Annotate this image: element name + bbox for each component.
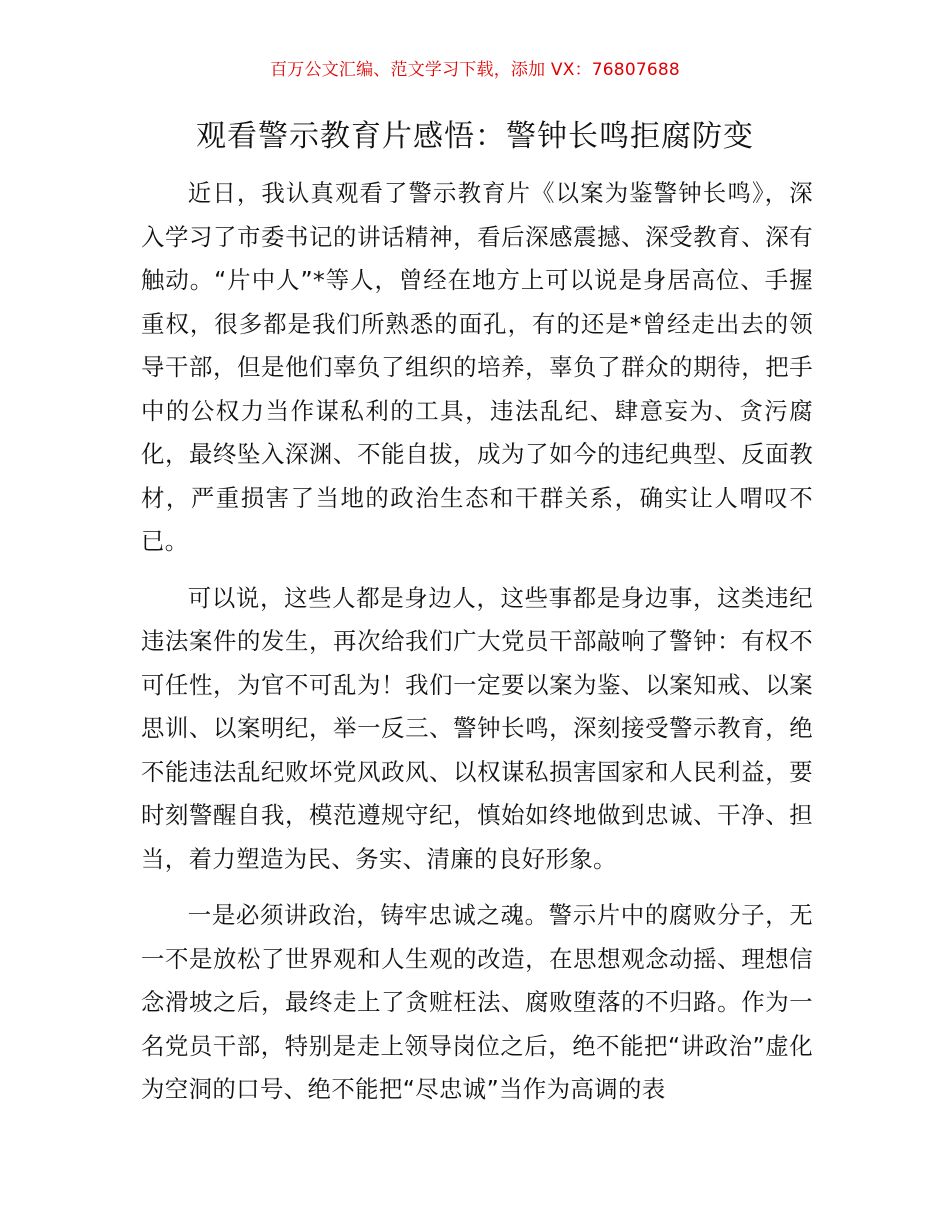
paragraph-1: 近日，我认真观看了警示教育片《以案为鉴警钟长鸣》，深入学习了市委书记的讲话精神，看后深感震撼、深受教育、深有触动。“片中人”*等人，曾经在地方上可以说是身居高位、手握重权，很多都是我们所熟悉的面孔，有的还是*曾经走出去的领导干部，但是他们辜负了组织的培养，辜负了群众的期待，把手中的公权力当作谋私利的工具，违法乱纪、肆意妄为、贪污腐化，最终坠入深渊、不能自拔，成为了如今的违纪典型、反面教材，严重损害了当地的政治生态和干群关系，确实让人喟叹不已。 [141,179,813,555]
document-title: 观看警示教育片感悟：警钟长鸣拒腐防变 [196,119,754,154]
document-body [141,172,813,1125]
paragraph-3: 一是必须讲政治，铸牢忠诚之魂。警示片中的腐败分子，无一不是放松了世界观和人生观的改造，在思想观念动摇、理想信念滑坡之后，最终走上了贪赃枉法、腐败堕落的不归路。作为一名党员干部，特别是走上领导岗位之后，绝不能把“讲政治”虚化为空洞的口号、绝不能把“尽忠诚”当作为高调的表 [141,901,813,1103]
paragraph-2: 可以说，这些人都是身边人，这些事都是身边事，这类违纪违法案件的发生，再次给我们广大党员干部敲响了警钟：有权不可任性，为官不可乱为！我们一定要以案为鉴、以案知戒、以案思训、以案明纪，举一反三、警钟长鸣，深刻接受警示教育，绝不能违法乱纪败坏党风政风、以权谋私损害国家和人民利益，要时刻警醒自我，模范遵规守纪，慎始如终地做到忠诚、干净、担当，着力塑造为民、务实、清廉的良好形象。 [141,583,813,873]
watermark-header: 百万公文汇编、范文学习下载，添加 VX：76807688 [270,60,680,80]
